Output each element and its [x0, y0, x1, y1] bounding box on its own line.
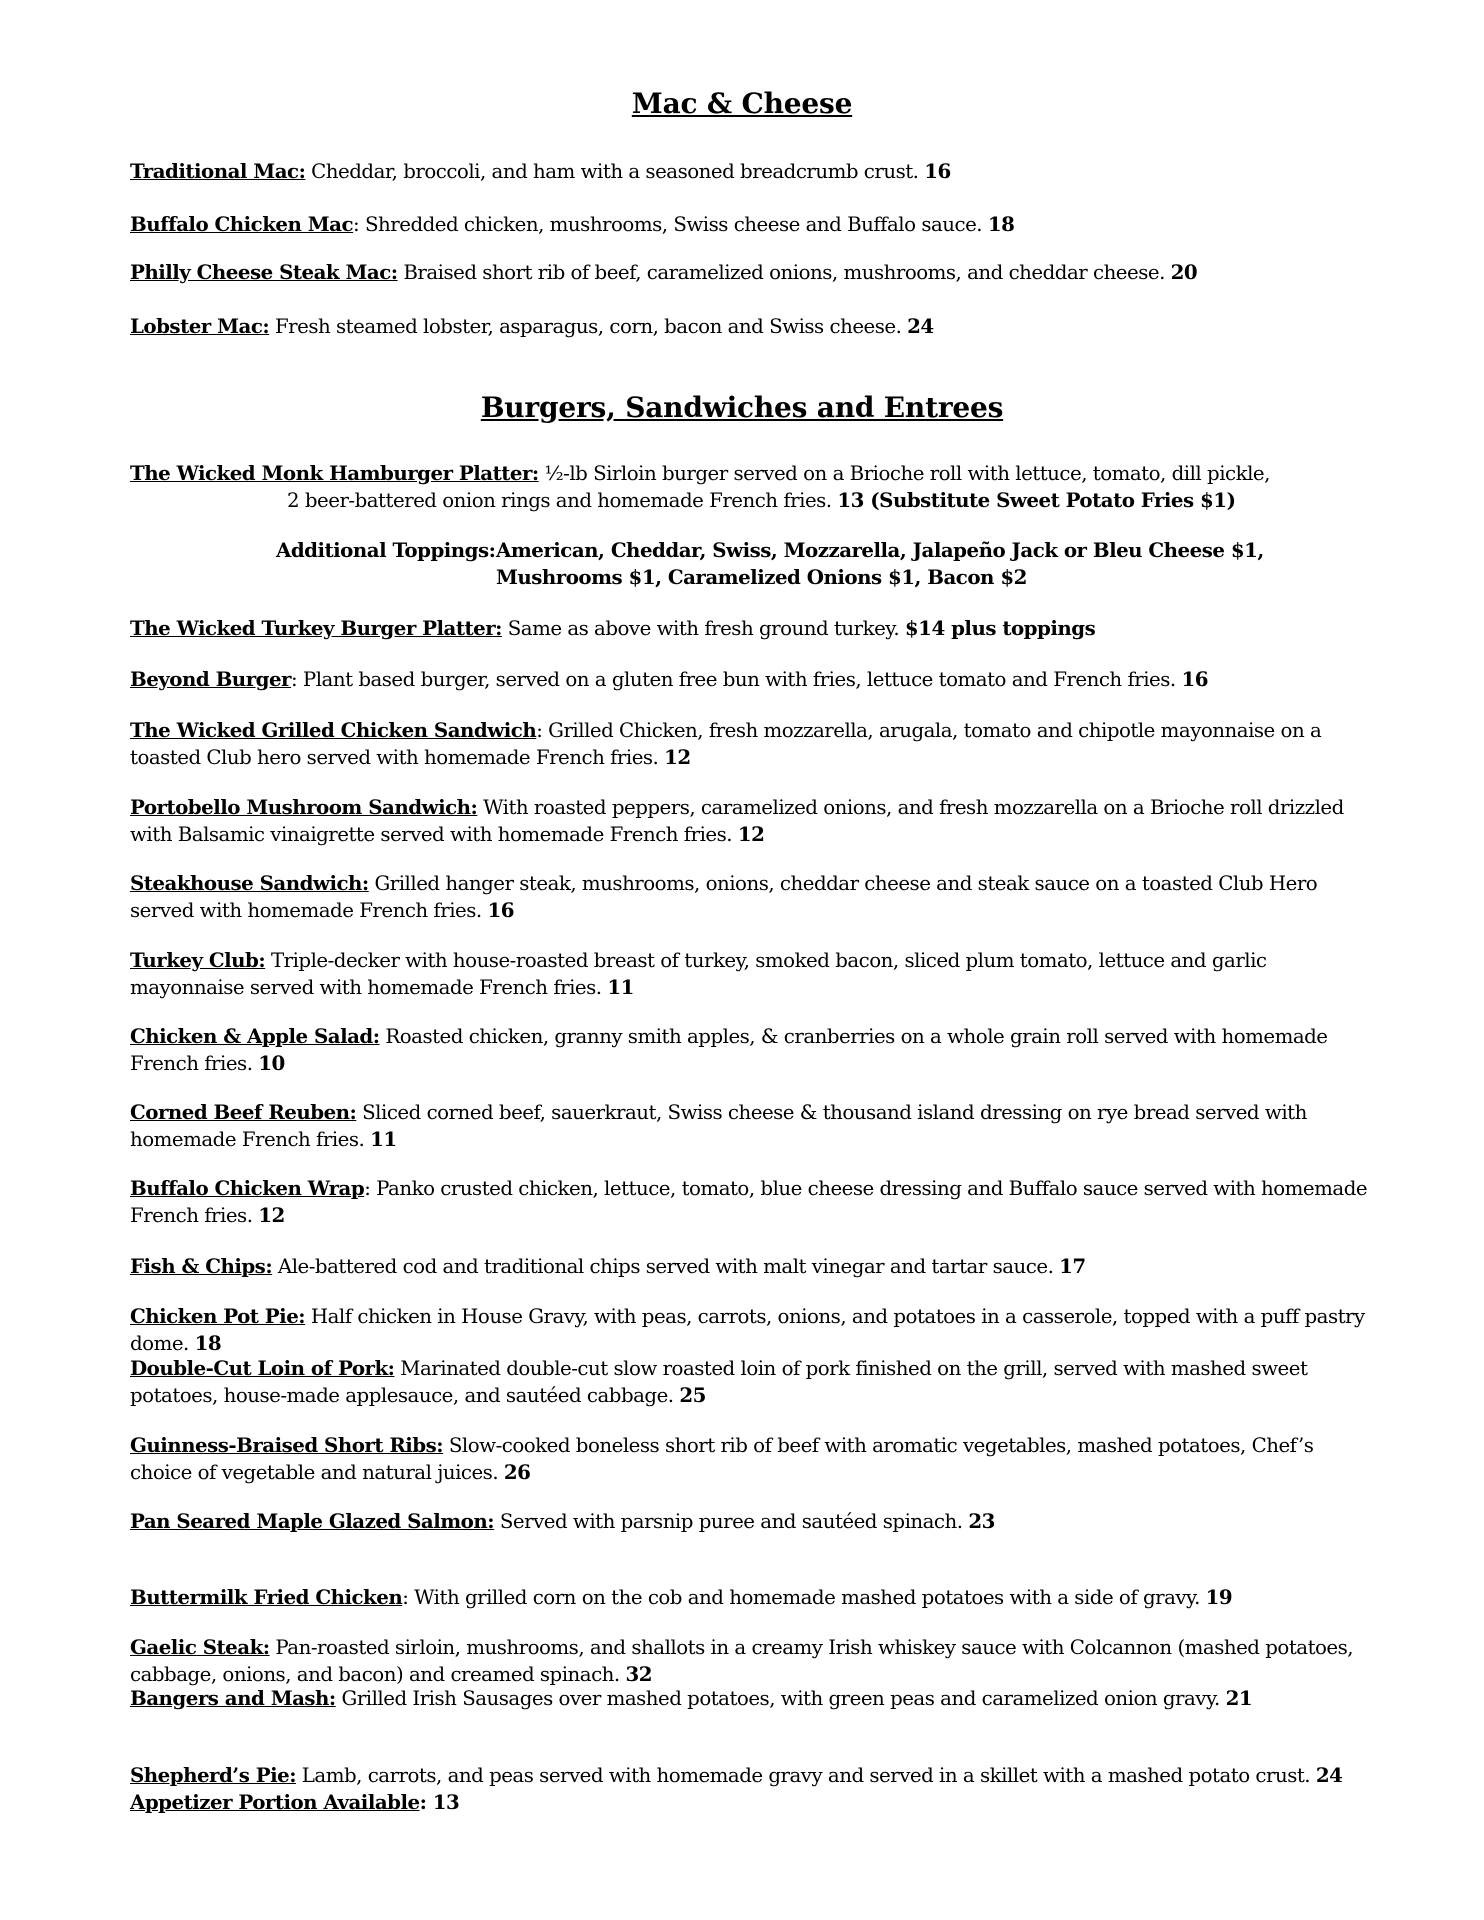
item-desc: Triple-decker with house-roasted breast of turkey, smoked bacon, sliced plum tomato, lettuce and garlic mayonnaise served with homemade French fries. — [130, 949, 1267, 999]
menu-item — [130, 1432, 1374, 1486]
item-price: 19 — [1205, 1585, 1233, 1609]
item-desc: Sliced corned beef, sauerkraut, Swiss cheese & thousand island dressing on rye bread served with homemade French fries. — [130, 1101, 1307, 1151]
item-name: Chicken Pot Pie: — [130, 1304, 306, 1328]
mac-cheese-title: Mac & Cheese — [631, 87, 853, 120]
item-name: The Wicked Grilled Chicken Sandwich — [130, 718, 537, 742]
menu-item — [130, 1355, 1374, 1409]
menu-item — [130, 794, 1374, 848]
item-name: Philly Cheese Steak Mac: — [130, 260, 398, 284]
menu-item-hamburger-platter — [130, 460, 1374, 514]
item-price: 12 — [664, 745, 691, 769]
item-desc: Fresh steamed lobster, asparagus, corn, bacon and Swiss cheese. — [269, 315, 908, 338]
item-price: 16 — [924, 159, 951, 183]
menu-item — [130, 666, 1374, 693]
item-price: 18 — [987, 212, 1015, 236]
menu-item — [130, 947, 1374, 1001]
item-price: 13 — [837, 488, 864, 512]
item-name: Beyond Burger — [130, 667, 291, 691]
item-price: 26 — [503, 1460, 531, 1484]
appetizer-portion-price: : 13 — [419, 1790, 460, 1814]
menu-item — [130, 1099, 1374, 1153]
item-desc: Lamb, carrots, and peas served with homemade gravy and served in a skillet with a mashed potato crust. — [296, 1764, 1316, 1787]
item-desc: ½-lb Sirloin burger served on a Brioche roll with lettuce, tomato, dill pickle, — [538, 462, 1270, 485]
item-name: Buttermilk Fried Chicken — [130, 1585, 403, 1609]
item-name: The Wicked Turkey Burger Platter: — [130, 616, 502, 640]
item-price: 32 — [625, 1662, 652, 1686]
item-desc: Marinated double-cut slow roasted loin of pork finished on the grill, served with mashed sweet potatoes, house-made applesauce, and sautéed cabbage. — [130, 1357, 1308, 1407]
item-desc: : Grilled Chicken, fresh mozzarella, arugala, tomato and chipotle mayonnaise on a toasted Club hero served with homemade French fries. — [130, 719, 1322, 769]
item-price: 23 — [968, 1509, 995, 1533]
item-price: 12 — [258, 1203, 285, 1227]
item-desc: Braised short rib of beef, caramelized onions, mushrooms, and cheddar cheese. — [397, 261, 1171, 284]
item-price: 11 — [370, 1127, 397, 1151]
item-name: Gaelic Steak: — [130, 1635, 270, 1659]
menu-item-shepherds-pie — [130, 1762, 1374, 1816]
substitute-note: (Substitute Sweet Potato Fries $1) — [863, 488, 1236, 512]
item-name: Steakhouse Sandwich: — [130, 871, 369, 895]
item-desc: With roasted peppers, caramelized onions, and fresh mozzarella on a Brioche roll drizzled with Balsamic vinaigrette served with homemade French fries. — [130, 796, 1344, 846]
item-desc: : Panko crusted chicken, lettuce, tomato, blue cheese dressing and Buffalo sauce served with homemade French fries. — [130, 1177, 1368, 1227]
toppings-line-2: Mushrooms $1, Caramelized Onions $1, Bacon $2 — [496, 565, 1027, 589]
item-price: 17 — [1059, 1254, 1086, 1278]
item-name: Chicken & Apple Salad: — [130, 1024, 380, 1048]
menu-item — [130, 615, 1374, 642]
item-name: Double-Cut Loin of Pork: — [130, 1356, 395, 1380]
item-price: 10 — [258, 1051, 285, 1075]
item-price: 12 — [737, 822, 765, 846]
appetizer-portion-label: Appetizer Portion Available — [130, 1790, 420, 1814]
item-desc: Cheddar, broccoli, and ham with a seasoned breadcrumb crust. — [305, 160, 925, 183]
item-name: Shepherd’s Pie: — [130, 1763, 296, 1787]
item-desc: : With grilled corn on the cob and homemade mashed potatoes with a side of gravy. — [402, 1586, 1206, 1609]
item-price: $14 plus toppings — [904, 616, 1096, 640]
item-name: Fish & Chips: — [130, 1254, 273, 1278]
item-name: Buffalo Chicken Wrap — [130, 1176, 365, 1200]
item-price: 24 — [1315, 1763, 1343, 1787]
item-desc: Half chicken in House Gravy, with peas, carrots, onions, and potatoes in a casserole, topped with a puff pastry dome. — [130, 1305, 1365, 1355]
menu-item — [130, 1508, 1374, 1535]
item-desc: Pan-roasted sirloin, mushrooms, and shallots in a creamy Irish whiskey sauce with Colcannon (mashed potatoes, cabbage, onions, and bacon) and creamed spinach. — [130, 1636, 1354, 1686]
item-desc: Ale-battered cod and traditional chips served with malt vinegar and tartar sauce. — [272, 1255, 1060, 1278]
menu-item — [130, 1303, 1374, 1357]
item-price: 16 — [1181, 667, 1209, 691]
item-name: Lobster Mac: — [130, 314, 270, 338]
item-price: 16 — [487, 898, 515, 922]
item-price: 24 — [907, 314, 934, 338]
menu-item-lobster-mac — [130, 313, 1374, 340]
menu-item-traditional-mac — [130, 158, 1374, 185]
item-desc: Served with parsnip puree and sautéed spinach. — [494, 1510, 969, 1533]
menu-item — [130, 717, 1374, 771]
menu-item-philly-cheese-steak-mac — [130, 259, 1374, 286]
burgers-title: Burgers, Sandwiches and Entrees — [480, 391, 1004, 424]
menu-item — [130, 870, 1374, 924]
item-price: 25 — [679, 1383, 706, 1407]
menu-item — [130, 1685, 1374, 1712]
item-name: Portobello Mushroom Sandwich: — [130, 795, 478, 819]
menu-item — [130, 1175, 1374, 1229]
menu-item — [130, 1584, 1374, 1611]
item-desc: Grilled hanger steak, mushrooms, onions, cheddar cheese and steak sauce on a toasted Club Hero served with homemade French fries. — [130, 872, 1318, 922]
item-desc: : Plant based burger, served on a gluten free bun with fries, lettuce tomato and French fries. — [290, 668, 1182, 691]
item-price: 20 — [1170, 260, 1198, 284]
item-name: Turkey Club: — [130, 948, 266, 972]
menu-item — [130, 1253, 1374, 1280]
item-price: 11 — [607, 975, 634, 999]
item-name: Corned Beef Reuben: — [130, 1100, 357, 1124]
item-price: 21 — [1225, 1686, 1253, 1710]
item-name: The Wicked Monk Hamburger Platter: — [130, 461, 539, 485]
item-name: Bangers and Mash: — [130, 1686, 336, 1710]
toppings-line-1: American, Cheddar, Swiss, Mozzarella, Jalapeño Jack or Bleu Cheese $1, — [496, 538, 1264, 562]
menu-item — [130, 1634, 1374, 1688]
item-desc: Slow-cooked boneless short rib of beef with aromatic vegetables, mashed potatoes, Chef’s choice of vegetable and natural juices. — [130, 1434, 1314, 1484]
item-name: Traditional Mac: — [130, 159, 306, 183]
item-desc: : Shredded chicken, mushrooms, Swiss cheese and Buffalo sauce. — [353, 213, 988, 236]
item-desc-cont: 2 beer-battered onion rings and homemade French fries. — [287, 489, 838, 512]
menu-item-buffalo-chicken-mac — [130, 211, 1374, 238]
item-name: Guinness-Braised Short Ribs: — [130, 1433, 444, 1457]
item-name: Buffalo Chicken Mac — [130, 212, 354, 236]
menu-item — [130, 1023, 1374, 1077]
additional-toppings — [276, 537, 1374, 590]
item-name: Pan Seared Maple Glazed Salmon: — [130, 1509, 495, 1533]
item-price: 18 — [194, 1331, 222, 1355]
item-desc: Grilled Irish Sausages over mashed potatoes, with green peas and caramelized onion gravy. — [335, 1687, 1226, 1710]
toppings-label: Additional Toppings: — [276, 538, 496, 562]
item-desc: Same as above with fresh ground turkey. — [501, 617, 905, 640]
item-desc: Roasted chicken, granny smith apples, & cranberries on a whole grain roll served with homemade French fries. — [130, 1025, 1328, 1075]
